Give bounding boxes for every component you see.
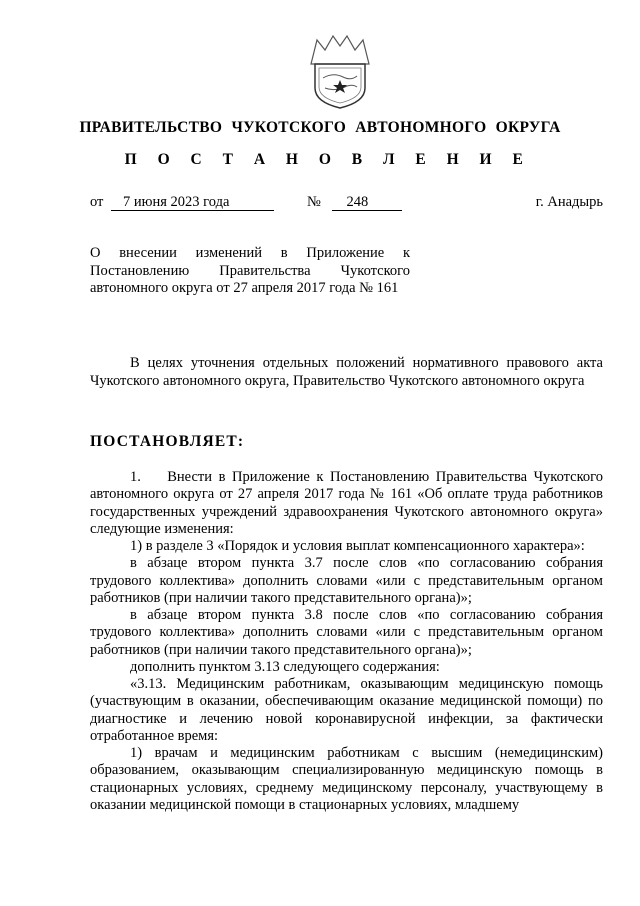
date-value: 7 июня 2023 года — [111, 195, 274, 211]
body-paragraph: «3.13. Медицинским работникам, оказывающим медицинскую помощь (участвующим в оказании, обеспечивающим оказание медицинской помощи) по диагностике и лечению новой коронавирусной инфекции, за фактически отработанное время: — [90, 676, 603, 744]
coat-of-arms-icon — [303, 30, 377, 110]
decree-heading: ПОСТАНОВЛЯЕТ: — [90, 433, 245, 450]
preamble-text: В целях уточнения отдельных положений нормативного правового акта Чукотского автономного округа, Правительство Чукотского автономного округа — [90, 355, 603, 389]
body-paragraph: дополнить пунктом 3.13 следующего содержания: — [130, 658, 440, 675]
document-date — [90, 194, 274, 211]
body-paragraph: 1. Внести в Приложение к Постановлению Правительства Чукотского автономного округа от 27 апреля 2017 года № 161 «Об оплате труда работников государственных учреждений здравоохранения Чукотского автономного округа» следующие изменения: — [90, 469, 603, 537]
body-paragraph: 1) в разделе 3 «Порядок и условия выплат компенсационного характера»: — [130, 538, 585, 554]
organization-name: ПРАВИТЕЛЬСТВО ЧУКОТСКОГО АВТОНОМНОГО ОКРУГА — [79, 119, 561, 136]
body-paragraph: в абзаце втором пункта 3.8 после слов «по согласованию собрания трудового коллектива» дополнить словами «или с представительным органом работников (при наличии такого представительного органа)»; — [90, 607, 603, 658]
number-prefix: № — [307, 194, 321, 210]
number-value: 248 — [332, 195, 402, 211]
city: г. Анадырь — [535, 194, 603, 210]
body-paragraph: 1) врачам и медицинским работникам с высшим (немедицинским) образованием, оказывающим специализированную медицинскую помощь в стационарных условиях, среднему медицинскому персоналу, участвующему в оказании медицинской помощи в стационарных условиях, младшему — [90, 745, 603, 813]
date-prefix: от — [90, 194, 104, 210]
body-paragraph: в абзаце втором пункта 3.7 после слов «по согласованию собрания трудового коллектива» дополнить словами «или с представительным органом работников (при наличии такого представительного органа)»; — [90, 555, 603, 606]
document-number — [307, 194, 402, 211]
document-type-title: П О С Т А Н О В Л Е Н И Е — [124, 151, 532, 168]
document-body — [90, 469, 603, 814]
document-subject: О внесении изменений в Приложение к Постановлению Правительства Чукотского автономного округа от 27 апреля 2017 года № 161 — [90, 245, 410, 296]
preamble-paragraph — [90, 355, 603, 390]
